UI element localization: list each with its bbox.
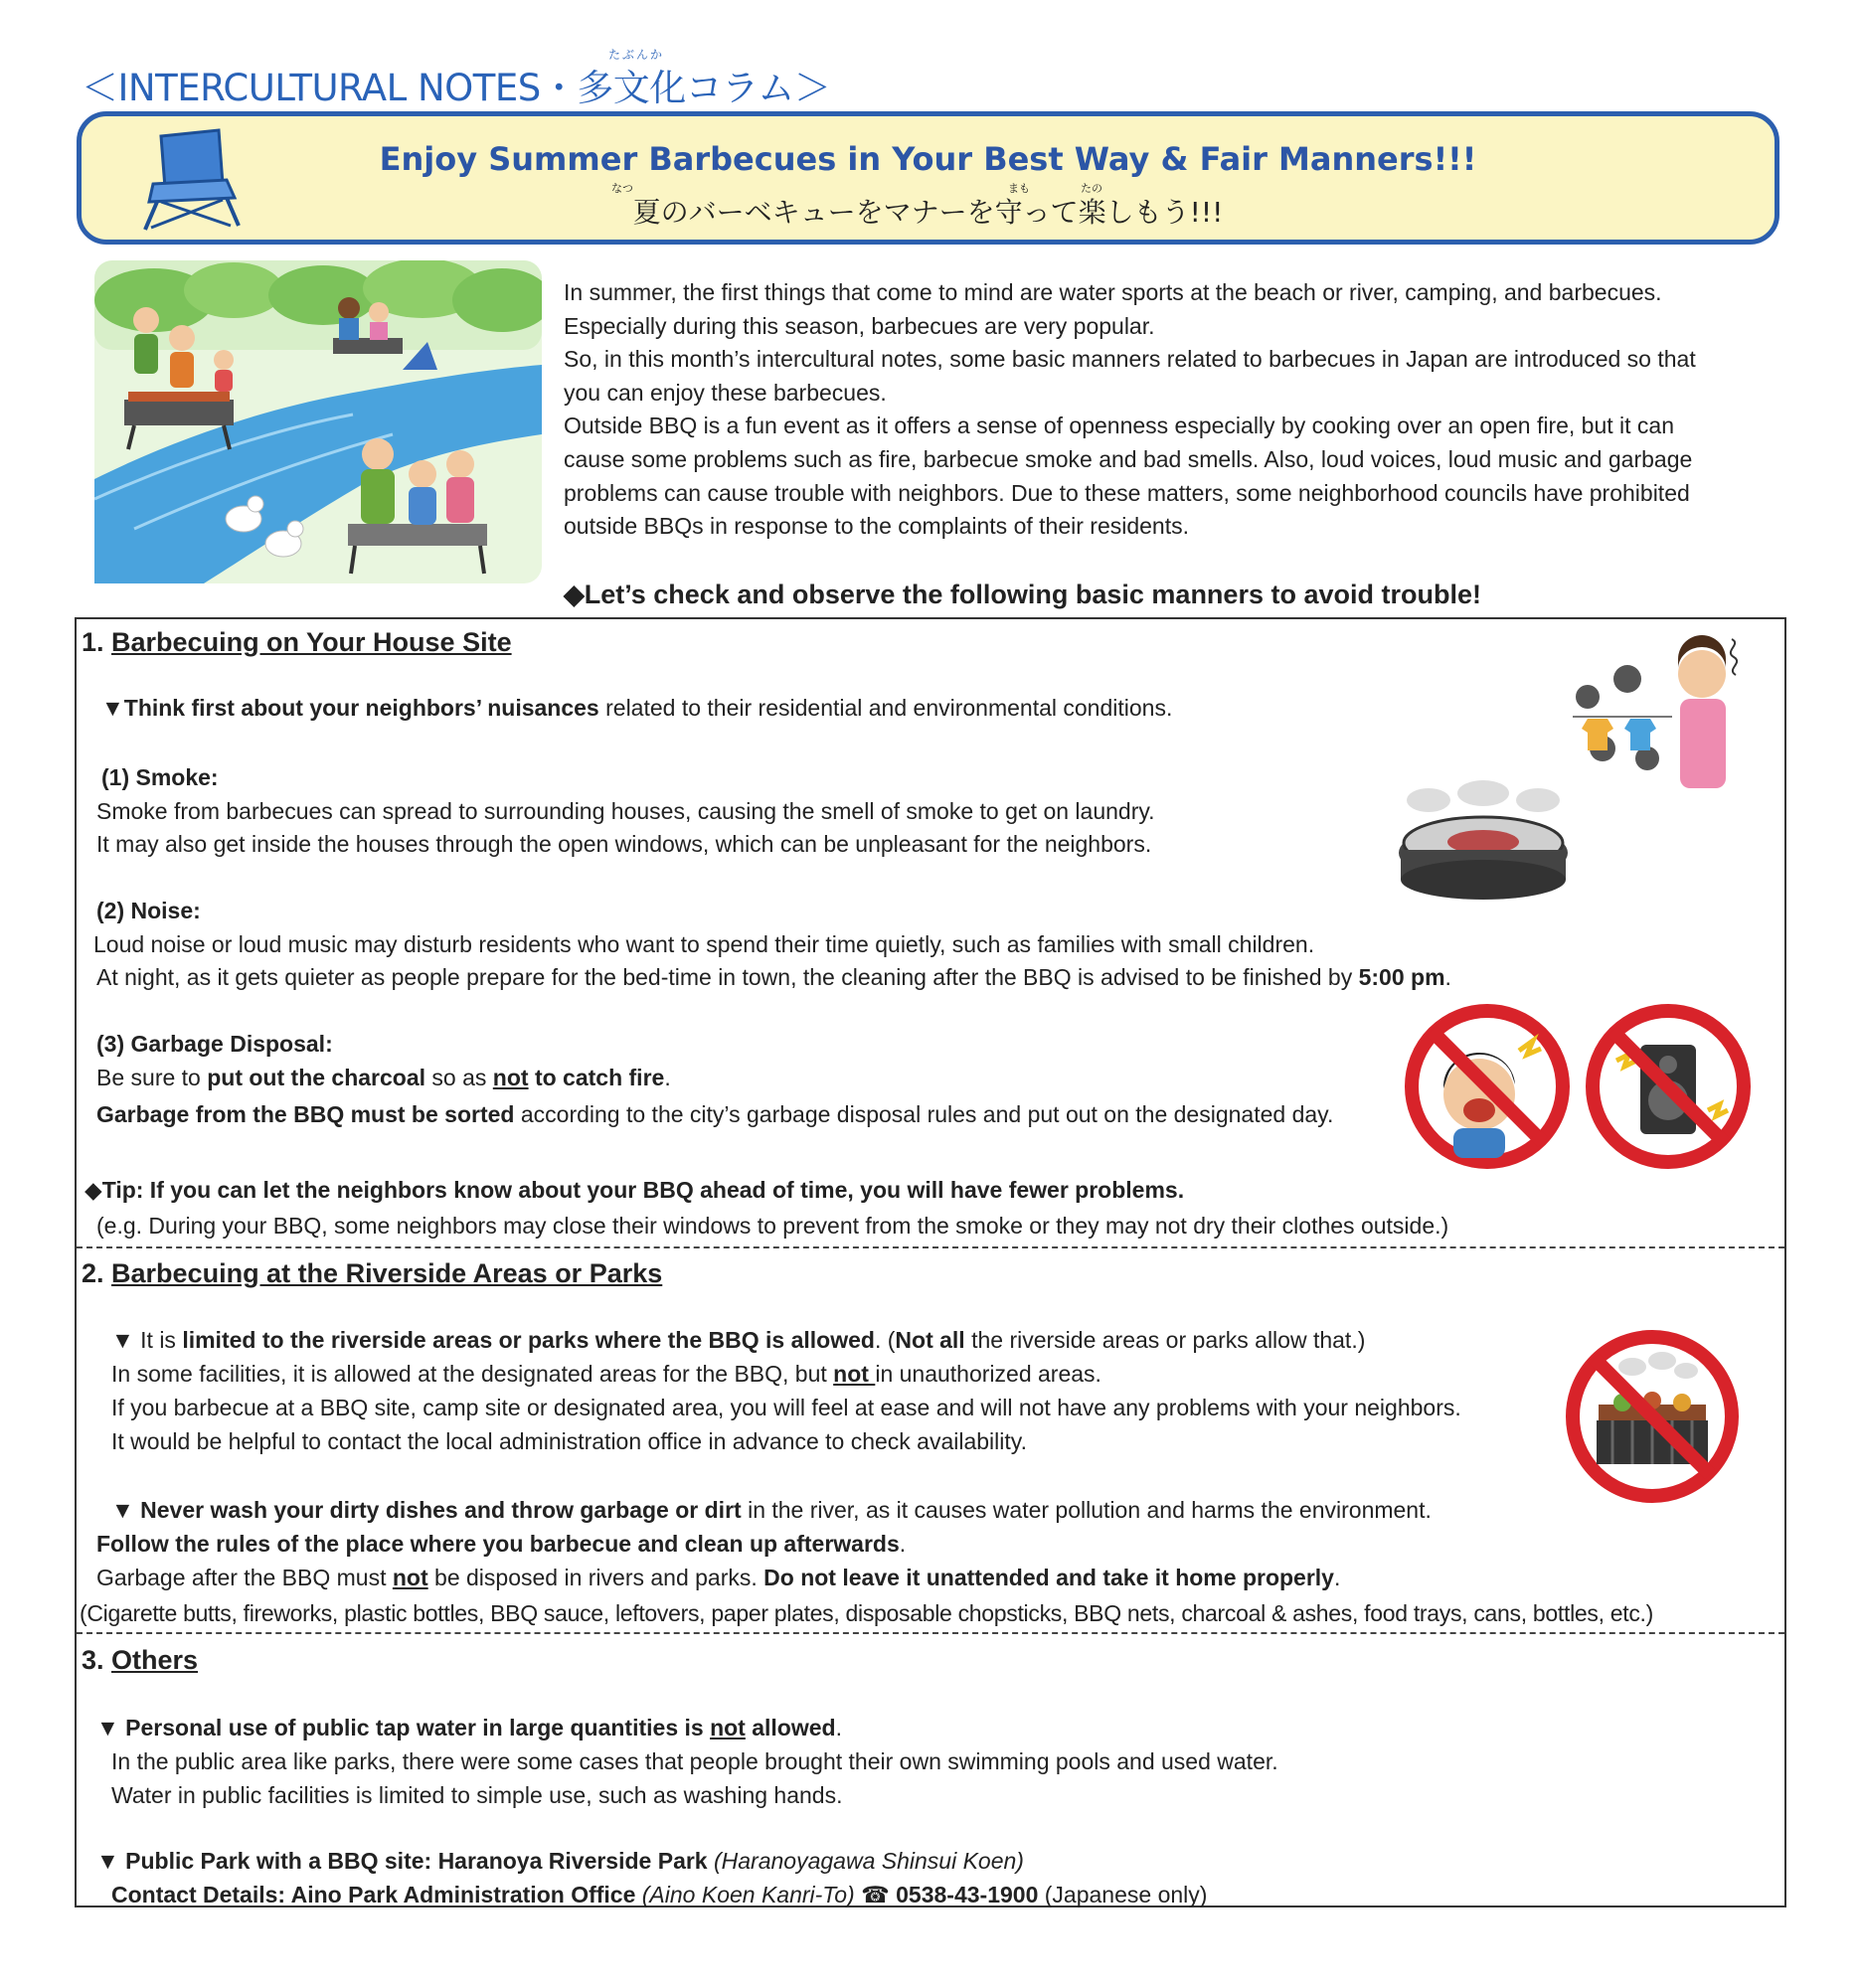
intro-paragraph: [564, 276, 1781, 544]
text: . (: [874, 1327, 896, 1353]
intro-line: Outside BBQ is a fun event as it offers a sense of openness especially by cooking over an open fire, but it can: [564, 413, 1675, 439]
garbage-heading: (3) Garbage Disposal:: [96, 1031, 333, 1057]
banner-title: Enjoy Summer Barbecues in Your Best Way & Fair Manners!!!: [379, 140, 1477, 178]
bold-text: Garbage from the BBQ must be sorted: [96, 1101, 515, 1127]
garbage-line: [96, 1065, 671, 1091]
noise-line: [96, 964, 1451, 991]
tip-example-line: (e.g. During your BBQ, some neighbors may close their windows to prevent from the smoke or they may not dry their clothes outside.): [96, 1213, 1449, 1239]
italic-text: (Aino Koen Kanri-To): [635, 1882, 855, 1907]
tip-line: ◆Tip: If you can let the neighbors know about your BBQ ahead of time, you will have fewer problems.: [85, 1177, 1185, 1203]
smoke-laundry-illustration: [1553, 629, 1772, 788]
bold-text: Not all: [895, 1327, 965, 1353]
heading-ruby: たぶんか: [608, 48, 665, 62]
bold-text: not: [492, 1065, 529, 1090]
intro-line: Especially during this season, barbecues are very popular.: [564, 312, 1155, 339]
bold-text: Follow the rules of the place where you barbecue and clean up afterwards: [96, 1531, 900, 1557]
river-warning-line: [111, 1497, 1432, 1524]
intro-line: problems can cause trouble with neighbors. Due to these matters, some neighborhood councils have prohibited: [564, 479, 1690, 506]
intro-line: In summer, the first things that come to mind are water sports at the beach or river, camping, and barbecues.: [564, 279, 1662, 305]
tap-water-line: Water in public facilities is limited to simple use, such as washing hands.: [111, 1782, 843, 1808]
italic-text: (Haranoyagawa Shinsui Koen): [707, 1848, 1024, 1874]
garbage-line: [96, 1101, 1333, 1128]
section-divider: [77, 1246, 1784, 1248]
bold-text: ▼ Public Park with a BBQ site: Haranoya Riverside Park: [96, 1848, 708, 1874]
text: .: [835, 1715, 842, 1740]
grill-smoke-illustration: [1389, 778, 1578, 908]
river-warning-line: [96, 1565, 1340, 1591]
bold-text: Contact Details: Aino Park Administration Office: [111, 1882, 636, 1907]
section-title: Others: [111, 1645, 199, 1675]
intro-line: cause some problems such as fire, barbecue smoke and bad smells. Also, loud voices, loud music and garbage: [564, 445, 1693, 472]
section-number: 2.: [82, 1258, 112, 1288]
noise-heading: (2) Noise:: [96, 898, 201, 923]
section-number: 3.: [82, 1645, 112, 1675]
bold-text: not: [392, 1565, 428, 1590]
tap-water-line: In the public area like parks, there were some cases that people brought their own swimming pools and used water.: [111, 1748, 1278, 1774]
no-shouting-icon: [1402, 1001, 1573, 1172]
section-divider: [77, 1632, 1784, 1634]
text: .: [1333, 1565, 1341, 1590]
no-loud-music-icon: [1583, 1001, 1754, 1172]
text: the riverside areas or parks allow that.): [964, 1327, 1366, 1353]
no-bbq-icon: [1563, 1327, 1742, 1506]
ruby-tano: たの: [1081, 183, 1102, 195]
text: related to their residential and environmental conditions.: [598, 695, 1173, 721]
bold-text: ▼ Personal use of public tap water in large quantities is: [96, 1715, 711, 1740]
phone-number[interactable]: 0538-43-1900: [889, 1882, 1039, 1907]
think-neighbors-line: [101, 695, 1172, 722]
text: Garbage after the BBQ must: [96, 1565, 393, 1590]
page-heading: ＜INTERCULTURAL NOTES・多文化コラム＞: [82, 67, 831, 109]
banner-subtitle: 夏のバーベキューをマナーを守って楽しもう!!!: [632, 196, 1224, 229]
smoke-line: It may also get inside the houses through the open windows, which can be unpleasant for the neighbors.: [96, 831, 1152, 857]
section-title: Barbecuing at the Riverside Areas or Parks: [111, 1258, 663, 1288]
riverside-line: It would be helpful to contact the local administration office in advance to check availability.: [111, 1428, 1027, 1454]
bold-text: ▼Think first about your neighbors’ nuisances: [101, 695, 599, 721]
text: In some facilities, it is allowed at the designated areas for the BBQ, but: [111, 1361, 834, 1387]
bold-text: 5:00 pm: [1358, 964, 1445, 990]
river-warning-line: [96, 1531, 906, 1558]
text: according to the city’s garbage disposal rules and put out on the designated day.: [514, 1101, 1334, 1127]
smoke-heading: (1) Smoke:: [101, 764, 219, 790]
phone-icon: ☎: [861, 1882, 890, 1907]
section-3-heading: [82, 1645, 198, 1676]
bold-text: to catch fire: [528, 1065, 665, 1090]
text: Be sure to: [96, 1065, 208, 1090]
text: .: [899, 1531, 907, 1557]
text: .: [664, 1065, 671, 1090]
contact-line: [111, 1882, 1207, 1908]
title-banner: [77, 111, 1779, 245]
bold-text: limited to the riverside areas or parks where the BBQ is allowed: [182, 1327, 875, 1353]
riverside-line: If you barbecue at a BBQ site, camp site or designated area, you will feel at ease and will not have any problems with your neighbors.: [111, 1395, 1461, 1420]
riverside-bbq-illustration: [94, 260, 542, 583]
bold-text: allowed: [745, 1715, 836, 1740]
manners-box: [75, 617, 1786, 1907]
intro-line: you can enjoy these barbecues.: [564, 379, 887, 406]
bold-text: put out the charcoal: [207, 1065, 426, 1090]
riverside-line: [111, 1361, 1101, 1388]
text: in the river, as it causes water pollution and harms the environment.: [741, 1497, 1432, 1523]
text: so as: [425, 1065, 493, 1090]
tap-water-line: [96, 1715, 842, 1741]
section-number: 1.: [82, 627, 112, 657]
text: in unauthorized areas.: [875, 1361, 1101, 1387]
text: (Japanese only): [1038, 1882, 1208, 1907]
text: ▼ It is: [111, 1327, 183, 1353]
section-1-heading: [82, 627, 512, 658]
text: At night, as it gets quieter as people prepare for the bed-time in town, the cleaning after the BBQ is advised to be finished by: [96, 964, 1359, 990]
bold-text: Do not leave it unattended and take it home properly: [763, 1565, 1334, 1590]
riverside-line: [111, 1327, 1365, 1354]
garbage-examples-line: (Cigarette butts, fireworks, plastic bottles, BBQ sauce, leftovers, paper plates, disposable chopsticks, BBQ nets, charcoal & ashes, food trays, cans, bottles, etc.): [80, 1600, 1653, 1626]
section-title: Barbecuing on Your House Site: [111, 627, 512, 657]
text: be disposed in rivers and parks.: [427, 1565, 764, 1590]
bold-text: not: [833, 1361, 876, 1387]
section-2-heading: [82, 1258, 662, 1289]
text: .: [1444, 964, 1451, 990]
bbq-park-line: [96, 1848, 1024, 1875]
ruby-natsu: なつ: [611, 183, 633, 195]
ruby-mamo: まも: [1008, 183, 1030, 195]
smoke-line: Smoke from barbecues can spread to surrounding houses, causing the smell of smoke to get on laundry.: [96, 798, 1155, 824]
noise-line: Loud noise or loud music may disturb residents who want to spend their time quietly, such as families with small children.: [93, 931, 1315, 957]
bold-text: not: [710, 1715, 746, 1740]
bold-text: ▼ Never wash your dirty dishes and throw garbage or dirt: [111, 1497, 742, 1523]
intro-line: outside BBQs in response to the complaints of their residents.: [564, 513, 1189, 540]
check-manners-heading: ◆Let’s check and observe the following basic manners to avoid trouble!: [564, 580, 1481, 609]
intro-line: So, in this month’s intercultural notes, some basic manners related to barbecues in Japan are introduced so that: [564, 346, 1696, 373]
